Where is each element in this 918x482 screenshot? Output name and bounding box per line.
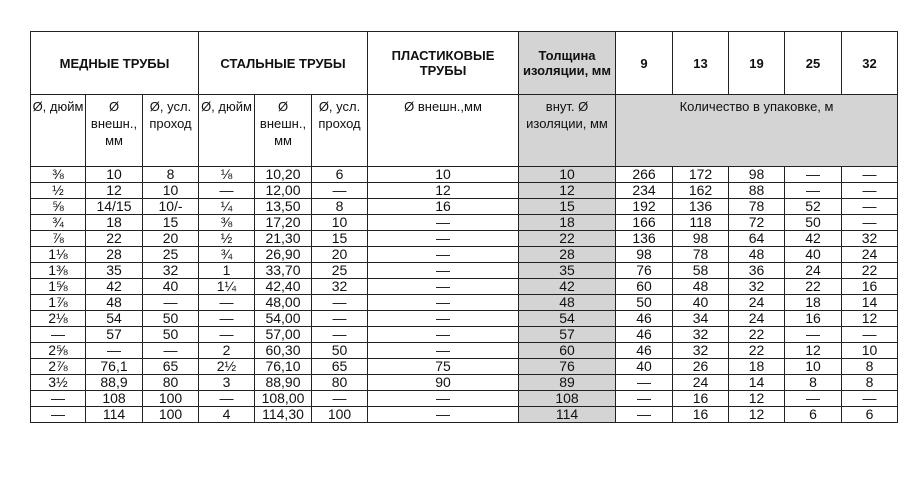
steel-inch-subheader: Ø, дюйм: [199, 95, 255, 167]
copper-inch-cell: ⅞: [31, 231, 86, 247]
plastic-outer-cell: —: [368, 279, 519, 295]
copper-nominal-cell: 32: [143, 263, 199, 279]
insulation-inner-cell: 76: [519, 359, 616, 375]
steel-outer-cell: 108,00: [255, 391, 312, 407]
qty-25-cell: —: [785, 183, 842, 199]
steel-outer-subheader: Ø внешн., мм: [255, 95, 312, 167]
qty-9-cell: 50: [616, 295, 673, 311]
plastic-outer-cell: —: [368, 215, 519, 231]
qty-13-cell: 48: [673, 279, 729, 295]
qty-32-cell: 8: [842, 375, 898, 391]
copper-outer-cell: 76,1: [86, 359, 143, 375]
steel-inch-cell: ⅛: [199, 167, 255, 183]
plastic-outer-cell: 10: [368, 167, 519, 183]
table-row: [31, 391, 898, 407]
qty-13-cell: 162: [673, 183, 729, 199]
copper-outer-cell: 42: [86, 279, 143, 295]
steel-inch-cell: ⅜: [199, 215, 255, 231]
copper-outer-cell: 57: [86, 327, 143, 343]
copper-nominal-cell: 15: [143, 215, 199, 231]
qty-32-cell: 10: [842, 343, 898, 359]
steel-nominal-cell: 32: [312, 279, 368, 295]
thickness-19-header: 19: [729, 32, 785, 95]
plastic-outer-cell: —: [368, 327, 519, 343]
qty-19-cell: 36: [729, 263, 785, 279]
table-row: [31, 375, 898, 391]
qty-9-cell: 192: [616, 199, 673, 215]
qty-19-cell: 24: [729, 311, 785, 327]
copper-inch-cell: 1⅞: [31, 295, 86, 311]
thickness-25-header: 25: [785, 32, 842, 95]
steel-nominal-cell: 65: [312, 359, 368, 375]
copper-inch-cell: —: [31, 327, 86, 343]
copper-outer-cell: 35: [86, 263, 143, 279]
copper-outer-cell: 54: [86, 311, 143, 327]
table-row: [31, 343, 898, 359]
insulation-inner-cell: 60: [519, 343, 616, 359]
qty-19-cell: 22: [729, 327, 785, 343]
insulation-inner-subheader: внут. Ø изоляции, мм: [519, 95, 616, 167]
plastic-outer-cell: —: [368, 263, 519, 279]
copper-outer-subheader: Ø внешн., мм: [86, 95, 143, 167]
qty-13-cell: 58: [673, 263, 729, 279]
copper-nominal-cell: 8: [143, 167, 199, 183]
thickness-13-header: 13: [673, 32, 729, 95]
steel-nominal-cell: 6: [312, 167, 368, 183]
insulation-inner-cell: 18: [519, 215, 616, 231]
copper-outer-cell: 108: [86, 391, 143, 407]
insulation-inner-cell: 10: [519, 167, 616, 183]
qty-32-cell: 24: [842, 247, 898, 263]
copper-nominal-cell: 10: [143, 183, 199, 199]
qty-25-cell: 16: [785, 311, 842, 327]
copper-nominal-cell: —: [143, 295, 199, 311]
qty-32-cell: —: [842, 215, 898, 231]
steel-nominal-cell: 50: [312, 343, 368, 359]
copper-nominal-cell: 50: [143, 311, 199, 327]
table-row: [31, 199, 898, 215]
qty-13-cell: 40: [673, 295, 729, 311]
qty-32-cell: —: [842, 327, 898, 343]
qty-13-cell: 16: [673, 407, 729, 423]
table-row: [31, 167, 898, 183]
plastic-outer-cell: —: [368, 407, 519, 423]
qty-25-cell: 8: [785, 375, 842, 391]
qty-19-cell: 88: [729, 183, 785, 199]
copper-inch-cell: 1⅜: [31, 263, 86, 279]
plastic-outer-cell: —: [368, 295, 519, 311]
steel-outer-cell: 12,00: [255, 183, 312, 199]
qty-19-cell: 72: [729, 215, 785, 231]
copper-inch-cell: 2⅞: [31, 359, 86, 375]
table-row: [31, 215, 898, 231]
qty-32-cell: 14: [842, 295, 898, 311]
qty-25-cell: 42: [785, 231, 842, 247]
steel-nominal-cell: —: [312, 391, 368, 407]
copper-pipes-header: МЕДНЫЕ ТРУБЫ: [31, 32, 199, 95]
qty-9-cell: 40: [616, 359, 673, 375]
copper-nominal-cell: 100: [143, 391, 199, 407]
qty-9-cell: 234: [616, 183, 673, 199]
copper-inch-cell: ½: [31, 183, 86, 199]
table-row: [31, 407, 898, 423]
copper-outer-cell: 18: [86, 215, 143, 231]
copper-inch-cell: 1⅛: [31, 247, 86, 263]
copper-outer-cell: 10: [86, 167, 143, 183]
plastic-outer-cell: 12: [368, 183, 519, 199]
steel-outer-cell: 54,00: [255, 311, 312, 327]
steel-inch-cell: 4: [199, 407, 255, 423]
qty-32-cell: —: [842, 167, 898, 183]
qty-25-cell: 50: [785, 215, 842, 231]
copper-inch-cell: 3½: [31, 375, 86, 391]
copper-inch-cell: —: [31, 391, 86, 407]
steel-nominal-cell: 10: [312, 215, 368, 231]
qty-25-cell: 12: [785, 343, 842, 359]
qty-19-cell: 98: [729, 167, 785, 183]
plastic-outer-cell: 90: [368, 375, 519, 391]
qty-19-cell: 48: [729, 247, 785, 263]
plastic-outer-cell: 75: [368, 359, 519, 375]
insulation-inner-cell: 54: [519, 311, 616, 327]
copper-inch-cell: ⅜: [31, 167, 86, 183]
insulation-inner-cell: 22: [519, 231, 616, 247]
copper-inch-cell: 2⅛: [31, 311, 86, 327]
qty-9-cell: 266: [616, 167, 673, 183]
copper-inch-cell: —: [31, 407, 86, 423]
steel-nominal-cell: —: [312, 295, 368, 311]
qty-9-cell: 60: [616, 279, 673, 295]
qty-13-cell: 16: [673, 391, 729, 407]
steel-outer-cell: 17,20: [255, 215, 312, 231]
insulation-inner-cell: 57: [519, 327, 616, 343]
copper-nominal-cell: —: [143, 343, 199, 359]
steel-inch-cell: 3: [199, 375, 255, 391]
plastic-outer-cell: —: [368, 391, 519, 407]
steel-outer-cell: 13,50: [255, 199, 312, 215]
steel-inch-cell: —: [199, 391, 255, 407]
steel-nominal-cell: —: [312, 183, 368, 199]
qty-13-cell: 118: [673, 215, 729, 231]
steel-nominal-cell: 80: [312, 375, 368, 391]
thickness-9-header: 9: [616, 32, 673, 95]
steel-outer-cell: 57,00: [255, 327, 312, 343]
steel-outer-cell: 60,30: [255, 343, 312, 359]
steel-nominal-cell: —: [312, 311, 368, 327]
qty-19-cell: 12: [729, 391, 785, 407]
qty-32-cell: —: [842, 391, 898, 407]
qty-19-cell: 32: [729, 279, 785, 295]
steel-nominal-cell: 8: [312, 199, 368, 215]
insulation-inner-cell: 89: [519, 375, 616, 391]
copper-nominal-cell: 65: [143, 359, 199, 375]
insulation-inner-cell: 114: [519, 407, 616, 423]
steel-inch-cell: —: [199, 311, 255, 327]
qty-13-cell: 172: [673, 167, 729, 183]
qty-25-cell: 18: [785, 295, 842, 311]
copper-nominal-cell: 100: [143, 407, 199, 423]
table-row: [31, 295, 898, 311]
qty-19-cell: 64: [729, 231, 785, 247]
steel-nominal-subheader: Ø, усл. проход: [312, 95, 368, 167]
copper-outer-cell: —: [86, 343, 143, 359]
qty-9-cell: 136: [616, 231, 673, 247]
copper-nominal-subheader: Ø, усл. проход: [143, 95, 199, 167]
table-row: [31, 183, 898, 199]
qty-25-cell: 10: [785, 359, 842, 375]
qty-9-cell: —: [616, 407, 673, 423]
qty-25-cell: 6: [785, 407, 842, 423]
copper-outer-cell: 14/15: [86, 199, 143, 215]
qty-25-cell: 52: [785, 199, 842, 215]
qty-32-cell: —: [842, 199, 898, 215]
qty-9-cell: 166: [616, 215, 673, 231]
table-row: [31, 311, 898, 327]
steel-outer-cell: 48,00: [255, 295, 312, 311]
copper-inch-cell: 1⅝: [31, 279, 86, 295]
qty-13-cell: 98: [673, 231, 729, 247]
steel-nominal-cell: 20: [312, 247, 368, 263]
qty-19-cell: 22: [729, 343, 785, 359]
table-row: [31, 359, 898, 375]
copper-nominal-cell: 20: [143, 231, 199, 247]
steel-outer-cell: 26,90: [255, 247, 312, 263]
qty-9-cell: 46: [616, 343, 673, 359]
qty-13-cell: 26: [673, 359, 729, 375]
steel-outer-cell: 10,20: [255, 167, 312, 183]
copper-inch-cell: ⅝: [31, 199, 86, 215]
qty-32-cell: 22: [842, 263, 898, 279]
qty-25-cell: 24: [785, 263, 842, 279]
steel-outer-cell: 114,30: [255, 407, 312, 423]
steel-outer-cell: 42,40: [255, 279, 312, 295]
plastic-outer-subheader: Ø внешн.,мм: [368, 95, 519, 167]
plastic-outer-cell: —: [368, 231, 519, 247]
copper-nominal-cell: 50: [143, 327, 199, 343]
steel-pipes-header: СТАЛЬНЫЕ ТРУБЫ: [199, 32, 368, 95]
steel-outer-cell: 33,70: [255, 263, 312, 279]
qty-13-cell: 34: [673, 311, 729, 327]
insulation-inner-cell: 12: [519, 183, 616, 199]
copper-outer-cell: 12: [86, 183, 143, 199]
qty-13-cell: 32: [673, 327, 729, 343]
quantity-per-pack-subheader: Количество в упаковке, м: [616, 95, 898, 167]
steel-inch-cell: 2½: [199, 359, 255, 375]
copper-inch-cell: 2⅝: [31, 343, 86, 359]
steel-inch-cell: —: [199, 183, 255, 199]
copper-inch-cell: ¾: [31, 215, 86, 231]
insulation-inner-cell: 42: [519, 279, 616, 295]
qty-13-cell: 24: [673, 375, 729, 391]
steel-inch-cell: 1: [199, 263, 255, 279]
qty-32-cell: 8: [842, 359, 898, 375]
table-row: [31, 327, 898, 343]
insulation-inner-cell: 15: [519, 199, 616, 215]
copper-outer-cell: 114: [86, 407, 143, 423]
qty-19-cell: 18: [729, 359, 785, 375]
steel-nominal-cell: —: [312, 327, 368, 343]
plastic-outer-cell: —: [368, 343, 519, 359]
qty-13-cell: 32: [673, 343, 729, 359]
steel-inch-cell: ¼: [199, 199, 255, 215]
qty-32-cell: —: [842, 183, 898, 199]
copper-outer-cell: 48: [86, 295, 143, 311]
steel-inch-cell: 2: [199, 343, 255, 359]
qty-19-cell: 24: [729, 295, 785, 311]
qty-13-cell: 78: [673, 247, 729, 263]
insulation-inner-cell: 28: [519, 247, 616, 263]
table-row: [31, 231, 898, 247]
steel-inch-cell: ½: [199, 231, 255, 247]
steel-outer-cell: 88,90: [255, 375, 312, 391]
steel-nominal-cell: 100: [312, 407, 368, 423]
steel-inch-cell: —: [199, 295, 255, 311]
qty-19-cell: 78: [729, 199, 785, 215]
steel-nominal-cell: 25: [312, 263, 368, 279]
qty-25-cell: 22: [785, 279, 842, 295]
pipe-insulation-table: [30, 31, 898, 423]
plastic-outer-cell: 16: [368, 199, 519, 215]
steel-outer-cell: 21,30: [255, 231, 312, 247]
qty-32-cell: 6: [842, 407, 898, 423]
copper-outer-cell: 28: [86, 247, 143, 263]
qty-9-cell: 98: [616, 247, 673, 263]
plastic-outer-cell: —: [368, 247, 519, 263]
qty-9-cell: —: [616, 391, 673, 407]
copper-nominal-cell: 80: [143, 375, 199, 391]
qty-25-cell: —: [785, 327, 842, 343]
copper-outer-cell: 22: [86, 231, 143, 247]
qty-32-cell: 16: [842, 279, 898, 295]
plastic-outer-cell: —: [368, 311, 519, 327]
steel-nominal-cell: 15: [312, 231, 368, 247]
qty-9-cell: 46: [616, 311, 673, 327]
qty-19-cell: 14: [729, 375, 785, 391]
qty-9-cell: 46: [616, 327, 673, 343]
qty-25-cell: —: [785, 391, 842, 407]
qty-13-cell: 136: [673, 199, 729, 215]
insulation-inner-cell: 35: [519, 263, 616, 279]
steel-inch-cell: 1¼: [199, 279, 255, 295]
qty-32-cell: 12: [842, 311, 898, 327]
insulation-thickness-header: Толщина изоляции, мм: [519, 32, 616, 95]
insulation-inner-cell: 48: [519, 295, 616, 311]
qty-25-cell: 40: [785, 247, 842, 263]
copper-inch-subheader: Ø, дюйм: [31, 95, 86, 167]
table-row: [31, 279, 898, 295]
table-row: [31, 247, 898, 263]
qty-9-cell: —: [616, 375, 673, 391]
copper-nominal-cell: 40: [143, 279, 199, 295]
steel-inch-cell: ¾: [199, 247, 255, 263]
qty-9-cell: 76: [616, 263, 673, 279]
copper-nominal-cell: 25: [143, 247, 199, 263]
steel-outer-cell: 76,10: [255, 359, 312, 375]
qty-19-cell: 12: [729, 407, 785, 423]
qty-32-cell: 32: [842, 231, 898, 247]
plastic-pipes-header: ПЛАСТИКОВЫЕ ТРУБЫ: [368, 32, 519, 95]
copper-outer-cell: 88,9: [86, 375, 143, 391]
insulation-inner-cell: 108: [519, 391, 616, 407]
qty-25-cell: —: [785, 167, 842, 183]
steel-inch-cell: —: [199, 327, 255, 343]
thickness-32-header: 32: [842, 32, 898, 95]
copper-nominal-cell: 10/-: [143, 199, 199, 215]
table-row: [31, 263, 898, 279]
